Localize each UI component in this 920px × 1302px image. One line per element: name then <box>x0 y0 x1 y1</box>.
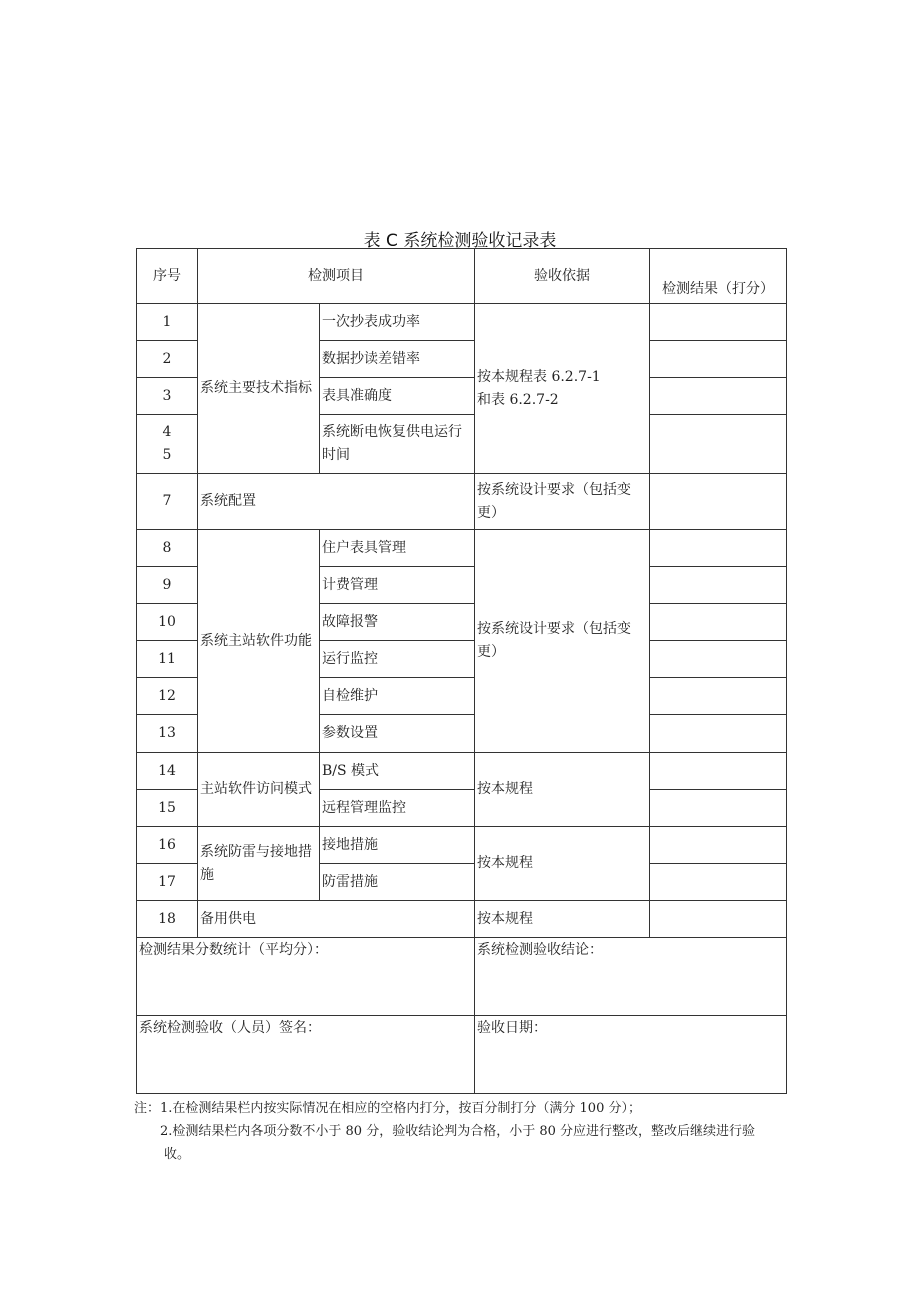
basis-cell: 按本规程 <box>475 901 650 938</box>
subitem-cell: 防雷措施 <box>320 864 475 901</box>
seq-cell: 9 <box>137 567 198 604</box>
subitem-cell: 故障报警 <box>320 604 475 641</box>
score-cell[interactable] <box>650 378 787 415</box>
subitem-cell: 一次抄表成功率 <box>320 304 475 341</box>
signature-row <box>137 1016 787 1094</box>
seq-cell: 1 <box>137 304 198 341</box>
score-cell[interactable] <box>650 753 787 790</box>
subitem-cell: 自检维护 <box>320 678 475 715</box>
summary-row <box>137 938 787 1016</box>
acceptance-record-table <box>136 248 787 1094</box>
subitem-cell: 数据抄读差错率 <box>320 341 475 378</box>
note-2: 2.检测结果栏内各项分数不小于 80 分，验收结论判为合格，小于 80 分应进行整改，整改后继续进行验 <box>160 1124 756 1139</box>
header-item: 检测项目 <box>198 249 475 304</box>
seq-cell: 7 <box>137 474 198 530</box>
score-cell[interactable] <box>650 604 787 641</box>
score-cell[interactable] <box>650 864 787 901</box>
subitem-cell: 远程管理监控 <box>320 790 475 827</box>
seq-cell: 17 <box>137 864 198 901</box>
seq-cell: 4 5 <box>137 415 198 474</box>
seq-cell: 18 <box>137 901 198 938</box>
table-header-row <box>137 249 787 304</box>
subitem-cell: 运行监控 <box>320 641 475 678</box>
score-cell[interactable] <box>650 715 787 753</box>
score-cell[interactable] <box>650 567 787 604</box>
page-title: 表 C 系统检测验收记录表 <box>363 231 557 251</box>
score-cell[interactable] <box>650 678 787 715</box>
subitem-cell: 系统断电恢复供电运行时间 <box>320 415 475 474</box>
table-row <box>137 827 787 864</box>
item-group-cell: 系统防雷与接地措施 <box>198 827 320 901</box>
note-1: 注：1.在检测结果栏内按实际情况在相应的空格内打分，按百分制打分（满分 100 分）； <box>134 1101 641 1116</box>
basis-cell: 按系统设计要求（包括变更） <box>475 530 650 753</box>
table-row <box>137 304 787 341</box>
seq-cell: 12 <box>137 678 198 715</box>
item-group-cell: 系统主要技术指标 <box>198 304 320 474</box>
score-cell[interactable] <box>650 304 787 341</box>
subitem-cell: 参数设置 <box>320 715 475 753</box>
score-cell[interactable] <box>650 901 787 938</box>
seq-cell: 14 <box>137 753 198 790</box>
score-cell[interactable] <box>650 790 787 827</box>
seq-cell: 10 <box>137 604 198 641</box>
subitem-cell: 接地措施 <box>320 827 475 864</box>
notes <box>134 1097 794 1166</box>
score-cell[interactable] <box>650 474 787 530</box>
score-cell[interactable] <box>650 415 787 474</box>
header-result: 检测结果（打分） <box>650 249 787 304</box>
average-score-field[interactable]: 检测结果分数统计（平均分）： <box>137 938 475 1016</box>
score-cell[interactable] <box>650 341 787 378</box>
table-row <box>137 753 787 790</box>
seq-cell: 3 <box>137 378 198 415</box>
seq-cell: 16 <box>137 827 198 864</box>
inspector-signature-field[interactable]: 系统检测验收（人员）签名： <box>137 1016 475 1094</box>
score-cell[interactable] <box>650 530 787 567</box>
item-group-cell: 备用供电 <box>198 901 475 938</box>
basis-cell: 按系统设计要求（包括变更） <box>475 474 650 530</box>
basis-cell: 按本规程 <box>475 827 650 901</box>
basis-cell: 按本规程表 6.2.7-1 和表 6.2.7-2 <box>475 304 650 474</box>
subitem-cell: 住户表具管理 <box>320 530 475 567</box>
header-basis: 验收依据 <box>475 249 650 304</box>
basis-cell: 按本规程 <box>475 753 650 827</box>
table-row <box>137 901 787 938</box>
seq-cell: 11 <box>137 641 198 678</box>
subitem-cell: 表具准确度 <box>320 378 475 415</box>
note-2-continued: 收。 <box>164 1147 191 1162</box>
seq-cell: 15 <box>137 790 198 827</box>
conclusion-field[interactable]: 系统检测验收结论： <box>475 938 787 1016</box>
item-group-cell: 系统配置 <box>198 474 475 530</box>
seq-cell: 8 <box>137 530 198 567</box>
score-cell[interactable] <box>650 641 787 678</box>
acceptance-date-field[interactable]: 验收日期： <box>475 1016 787 1094</box>
seq-cell: 2 <box>137 341 198 378</box>
item-group-cell: 主站软件访问模式 <box>198 753 320 827</box>
header-seq: 序号 <box>137 249 198 304</box>
subitem-cell: B/S 模式 <box>320 753 475 790</box>
item-group-cell: 系统主站软件功能 <box>198 530 320 753</box>
score-cell[interactable] <box>650 827 787 864</box>
table-row <box>137 530 787 567</box>
table-row <box>137 474 787 530</box>
subitem-cell: 计费管理 <box>320 567 475 604</box>
seq-cell: 13 <box>137 715 198 753</box>
